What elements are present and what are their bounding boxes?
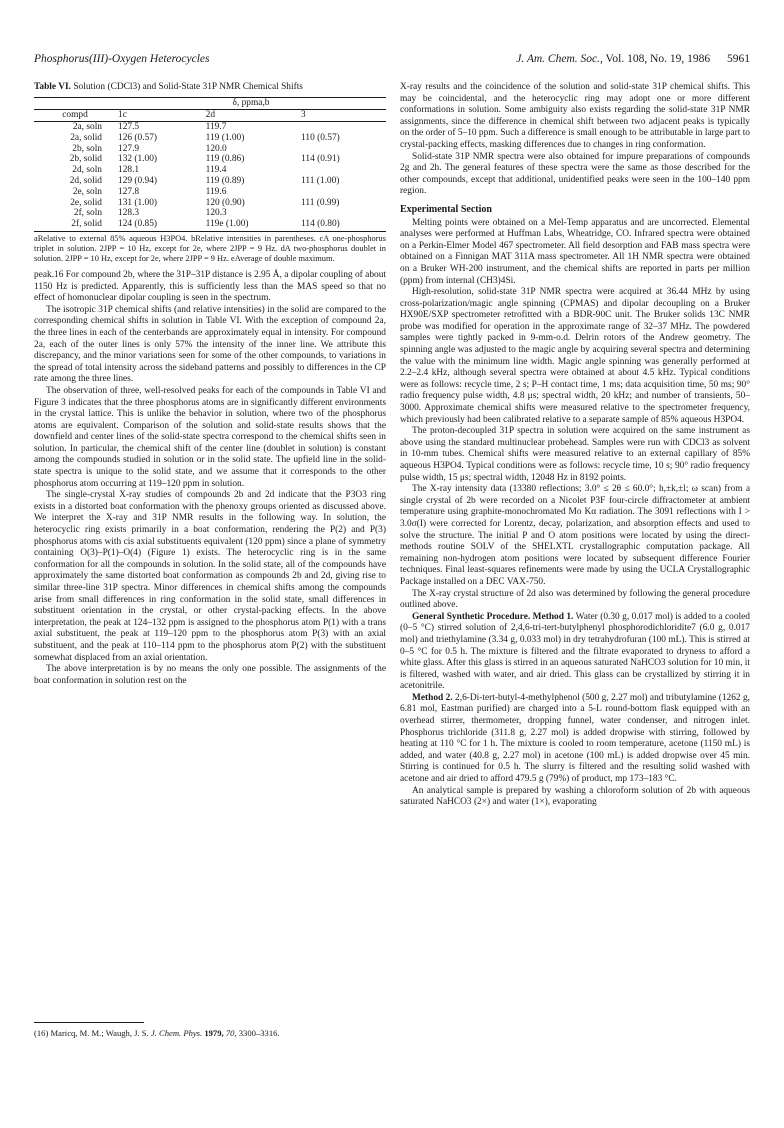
method-paragraph <box>400 693 750 786</box>
table-row <box>34 144 386 155</box>
table-cell-3: 111 (0.99) <box>301 197 340 208</box>
table-row <box>34 154 386 165</box>
body-paragraph: The X-ray crystal structure of 2d also was determined by following the general procedure outlined above. <box>400 588 750 611</box>
footnote-journal: J. Chem. Phys. <box>150 1028 203 1038</box>
footnote-pages: 3300–3316. <box>238 1028 280 1038</box>
body-paragraph: The single-crystal X-ray studies of compounds 2b and 2d indicate that the P3O3 ring exists in a distorted boat conformation with the phenoxy groups oriented as discussed above. We interpret the X-ray and 31P NMR results in the following way. In solution, the heterocyclic ring exists primarily in a boat conformation, rendering the P(2) and P(3) phosphorus atoms with cis axial substituents equivalent (120 ppm) since a plane of symmetry containing O(3)–P(1)–O(4) (Figure 1) exists. The heterocyclic ring is in the same conformation for all the compounds in solution. In the solid state, all of the compounds have approximately the same distorted boat conformation as compounds 2b and 2d, giving rise to similar three-line 31P spectra. Minor differences in chemical shifts among the compounds arise from small differences in ring conformation in the solid state, small differences in substituent orientation in the crystal, or other crystal-packing effects. In the above interpretation, the peak at 124–132 ppm is assigned to the phosphorus atom P(1) with a trans axial substituent, the peak at 119–120 ppm to the phosphorus atom P(3) with an axial substituent, and the peak at 110–114 ppm to the phosphorus atom P(2) with the substituent somewhat displaced from an axial orientation. <box>34 490 386 663</box>
table-cell-1: 127.8 <box>118 186 140 197</box>
footnote-volume: 70, <box>225 1028 237 1038</box>
table-row <box>34 122 386 133</box>
table-cell-compd: 2f, soln <box>73 208 102 219</box>
body-paragraph: The above interpretation is by no means the only one possible. The assignments of the boat conformation in solution rest on the <box>34 664 386 686</box>
table-cell-1: 124 (0.85) <box>116 219 204 231</box>
table-cell-compd: 2b, soln <box>72 143 102 154</box>
table-cell-3: 110 (0.57) <box>301 132 340 143</box>
table-cell-compd: 2d, solid <box>69 175 102 186</box>
table-title-text: Solution (CDCl3) and Solid-State 31P NMR Chemical Shifts <box>73 82 303 92</box>
body-paragraph: X-ray results and the coincidence of the solution and solid-state 31P chemical shifts. This may be coincidental, and the heterocyclic ring may adopt one or more different conformations in solution. Some ambiguity also exists regarding the solid-state 31P NMR assignments, since the difference in chemical shift between two adjacent peaks is typically on the order of 5–10 ppm. Such a difference is small enough to be attributable in large part to crystal-packing effects, masking differences due to changes in ring conformation. <box>400 82 750 150</box>
right-column <box>400 82 750 809</box>
table-row <box>34 176 386 187</box>
footnote-number: (16) <box>34 1028 49 1038</box>
table-body <box>34 122 386 232</box>
body-paragraph: The proton-decoupled 31P spectra in solution were acquired on the same instrument as above using the standard multinuclear probehead. Samples were run with CDCl3 as solvent in 10-mm tubes. Chemical shifts were measured relative to an external capillary of 85% aqueous H3PO4. Typical conditions were as follows: recycle time, 10 s; 90° radio frequency pulse width, 15 μs; spectral width, 12048 Hz in 8192 points. <box>400 426 750 483</box>
col-header-2: 2d <box>204 110 299 122</box>
table-group-header-row <box>34 98 386 110</box>
table-cell-1: 131 (1.00) <box>118 197 158 208</box>
method-text: 2,6-Di-tert-butyl-4-methylphenol (500 g, 2.27 mol) and tributylamine (1262 g, 6.81 mol, Eastman purified) are charged into a 5-L round-bottom flask equipped with an overhead stirrer, thermometer, dropping funnel, water condenser, and nitrogen inlet. Phosphorus trichloride (311.8 g, 2.27 mol) is added dropwise with stirring, followed by heating at 110 °C for 1 h. The mixture is cooled to room temperature, acetone (1150 mL) is added, and water (40.8 g, 2.27 mol) in acetone (100 mL) is added dropwise over 45 min. Stirring is continued for 0.5 h. The slurry is filtered and the resulting solid washed with acetone and air dried to afford 479.5 g (79%) of product, mp 173–183 °C. <box>400 692 750 785</box>
table-group-header: δ, ppma,b <box>116 98 386 110</box>
table-row <box>34 133 386 144</box>
table-cell-2: 119.7 <box>205 122 227 132</box>
table-row <box>34 219 386 231</box>
table-cell-2: 119 (0.86) <box>205 154 245 165</box>
nmr-table <box>34 97 386 232</box>
table-cell-compd: 2e, soln <box>72 186 102 197</box>
body-paragraph: High-resolution, solid-state 31P NMR spectra were acquired at 36.44 MHz by using cross-polarization/magic angle spinning (CPMAS) and dipolar decoupling on a Bruker HX90E/SXP spectrometer retrofitted with a BDR-90C unit. The Bruker solids 13C NMR probe was modified for operation in the approximate range of 32–37 MHz. The powdered samples were tightly packed in 9-mm-o.d. Delrin rotors of the Andrew geometry. The spinning angle was adjusted to the magic angle by acquiring several spectra and determining the value with the minimum line width. Magic angle spinning was generally performed at 2.2–2.4 kHz, although several spectra were obtained at about 4.5 kHz. Typical conditions were as follows: recycle time, 2 s; P–H contact time, 1 ms; data acquisition time, 50 ms; 90° radio frequency pulse width, 4.8 μs; spectral width, 20 kHz; and number of transients, 50–3000. Approximate chemical shifts were measured relative to the spectrometer frequency, which previously had been calibrated relative to a separate sample of 85% aqueous H3PO4. <box>400 287 750 425</box>
table-cell-2: 119.6 <box>205 186 227 197</box>
table-cell-1: 128.3 <box>118 208 140 219</box>
table-cell-compd: 2d, soln <box>72 165 102 176</box>
body-paragraph: The isotropic 31P chemical shifts (and relative intensities) in the solid are compared to the corresponding chemical shifts in solution in Table VI. With the exception of compound 2a, the three lines in each of the centerbands are approximately equal in intensity. For compound 2a, each of the outer lines is only 57% the intensity of the inner line. We attribute this discrepancy, and the minor variations seen for some of the other compounds, to variations in the spread of total intensity across the sideband patterns and possibly to differences in the CP rate among the three lines. <box>34 304 386 385</box>
col-header-compd: compd <box>34 110 116 122</box>
table-cell-1: 128.1 <box>118 165 140 176</box>
table-cell-1: 127.9 <box>118 143 140 154</box>
method-title: General Synthetic Procedure. Method 1. <box>412 611 574 622</box>
table-cell-1: 127.5 <box>118 122 140 132</box>
body-paragraph: The X-ray intensity data (13380 reflections; 3.0° ≤ 2θ ≤ 60.0°; h,±k,±l; ω scan) from a single crystal of 2b were recorded on a Nicolet P3F four-circle diffractometer at ambient temperature using graphite-monochromated Mo Kα radiation. The 3091 reflections with I > 3.0σ(I) were corrected for Lorentz, decay, polarization, and absorption effects and used to solve the structure. The initial P and O atom positions were located by using the direct-methods routine SOLV of the SHELXTL crystallographic computation package. All remaining non-hydrogen atom positions were located by subsequent difference Fourier techniques. Final least-squares refinements were made by using the UCLA Crystallographic Package installed on a DEC VAX-750. <box>400 484 750 587</box>
table-row <box>34 187 386 198</box>
table-cell-3: 111 (1.00) <box>301 175 340 186</box>
table-cell-3 <box>299 208 386 219</box>
journal-citation <box>516 53 750 65</box>
running-title: Phosphorus(III)-Oxygen Heterocycles <box>34 53 210 65</box>
table-cell-2: 120 (0.90) <box>205 197 245 208</box>
table-cell-3: 114 (0.91) <box>301 154 340 165</box>
col-header-1: 1c <box>116 110 204 122</box>
table-header-row <box>34 110 386 122</box>
footnote-divider <box>34 1022 144 1023</box>
body-paragraph: The observation of three, well-resolved peaks for each of the compounds in Table VI and Figure 3 indicates that the three phosphorus atoms are in significantly different environments in the crystal lattice. This is unlike the behavior in solution, where two of the phosphorus atoms are equivalent. Comparison of the solution and solid-state results shows that the downfield and center lines of the solid-state spectra correspond to the chemical shifts seen in solution. In particular, the chemical shift of the center line (doublet in solution) is constant among the compounds studied in solution or in the solid state. The upfield line in the solid-state spectra is unique to the solid state, and we assume that it corresponds to the other phosphorus atom occurring at 119–120 ppm in solution. <box>34 385 386 489</box>
footnote-authors: Maricq, M. M.; Waugh, J. S. <box>50 1028 149 1038</box>
table-cell-compd: 2b, solid <box>69 154 102 165</box>
body-paragraph: Solid-state 31P NMR spectra were also obtained for impure preparations of compounds 2g and 2h. The general features of these spectra were the same as those described for the other compounds, except that additional, unidentified peaks were seen in the 100–140 ppm region. <box>400 151 750 197</box>
table-row <box>34 165 386 176</box>
section-heading: Experimental Section <box>400 203 492 215</box>
table-cell-1: 132 (1.00) <box>118 154 158 165</box>
table-cell-1: 126 (0.57) <box>118 132 158 143</box>
page-number: 5961 <box>727 53 750 65</box>
table-cell-compd: 2e, solid <box>70 197 102 208</box>
body-paragraph: Melting points were obtained on a Mel-Temp apparatus and are uncorrected. Elemental analyses were performed at Huffman Labs, Wheatridge, CO. Infrared spectra were obtained on a Perkin-Elmer Model 467 spectrometer. All field desorption and FAB mass spectra were obtained on a Finnigan MAT 311A mass spectrometer. All 1H NMR spectra were obtained on a Bruker WH-200 instrument, and the chemical shifts are reported in parts per million (ppm) from internal (CH3)4Si. <box>400 217 750 286</box>
body-paragraph: peak.16 For compound 2b, where the 31P–31P distance is 2.95 Å, a dipolar coupling of about 1150 Hz is predicted. Apparently, this is sufficiently less than the MAS speed so that no effect of homonuclear dipolar coupling is seen in the spectrum. <box>34 269 386 304</box>
method-title: Method 2. <box>412 692 453 703</box>
table-cell-2: 120.0 <box>205 143 227 154</box>
method-paragraph <box>400 612 750 693</box>
table-cell-3 <box>299 165 386 176</box>
table-cell-3 <box>299 187 386 198</box>
col-header-3: 3 <box>299 110 386 122</box>
journal-name: J. Am. Chem. Soc., <box>516 53 603 65</box>
table-cell-2: 119 (0.89) <box>205 175 245 186</box>
table-cell-3 <box>299 122 386 133</box>
table-cell-2: 119.4 <box>205 165 227 176</box>
table-cell-2: 119e (1.00) <box>204 219 299 231</box>
table-cell-1: 129 (0.94) <box>118 175 158 186</box>
table-cell-compd: 2a, soln <box>72 122 102 132</box>
table-cell-2: 120.3 <box>205 208 227 219</box>
table-cell-compd: 2a, solid <box>70 132 102 143</box>
table-row <box>34 208 386 219</box>
reference-footnote <box>34 1028 386 1038</box>
body-paragraph: An analytical sample is prepared by washing a chloroform solution of 2b with aqueous saturated NaHCO3 (2×) and water (1×), evaporating <box>400 785 750 808</box>
table-cell-3: 114 (0.80) <box>299 219 386 231</box>
left-column <box>34 82 386 687</box>
volume-issue: Vol. 108, No. 19, 1986 <box>605 53 711 65</box>
table-row <box>34 198 386 209</box>
table-title-label: Table VI. <box>34 82 71 92</box>
method-text: Water (0.30 g, 0.017 mol) is added to a cooled (0–5 °C) stirred solution of 2,4,6-tri-tert-butylphenyl phosphorodichloridite7 (6.0 g, 0.017 mol) and triethylamine (3.34 g, 0.033 mol) in dry tetrahydrofuran (100 mL). This is stirred at 0–5 °C for 0.5 h. The mixture is filtered and the filtrate evaporated to dryness to afford a white glass. After this glass is stirred in an aqueous saturated NaHCO3 solution for 10 min, it is filtered, washed with water, and air dried. This glass can be crystallized by stirring it in acetonitrile. <box>400 611 750 692</box>
table-footnote: aRelative to external 85% aqueous H3PO4. bRelative intensities in parentheses. cA one-phosphorus triplet in solution. 2JPP = 10 Hz, except for 2e, where 2JPP = 9 Hz. dA two-phosphorus doublet in solution. 2JPP = 10 Hz, except for 2e, where 2JPP = 9 Hz. eAverage of double maximum. <box>34 233 386 263</box>
table-title <box>34 82 386 93</box>
table-cell-3 <box>299 144 386 155</box>
footnote-year: 1979, <box>204 1028 224 1038</box>
table-cell-compd: 2f, solid <box>34 219 116 231</box>
table-cell-2: 119 (1.00) <box>205 132 245 143</box>
